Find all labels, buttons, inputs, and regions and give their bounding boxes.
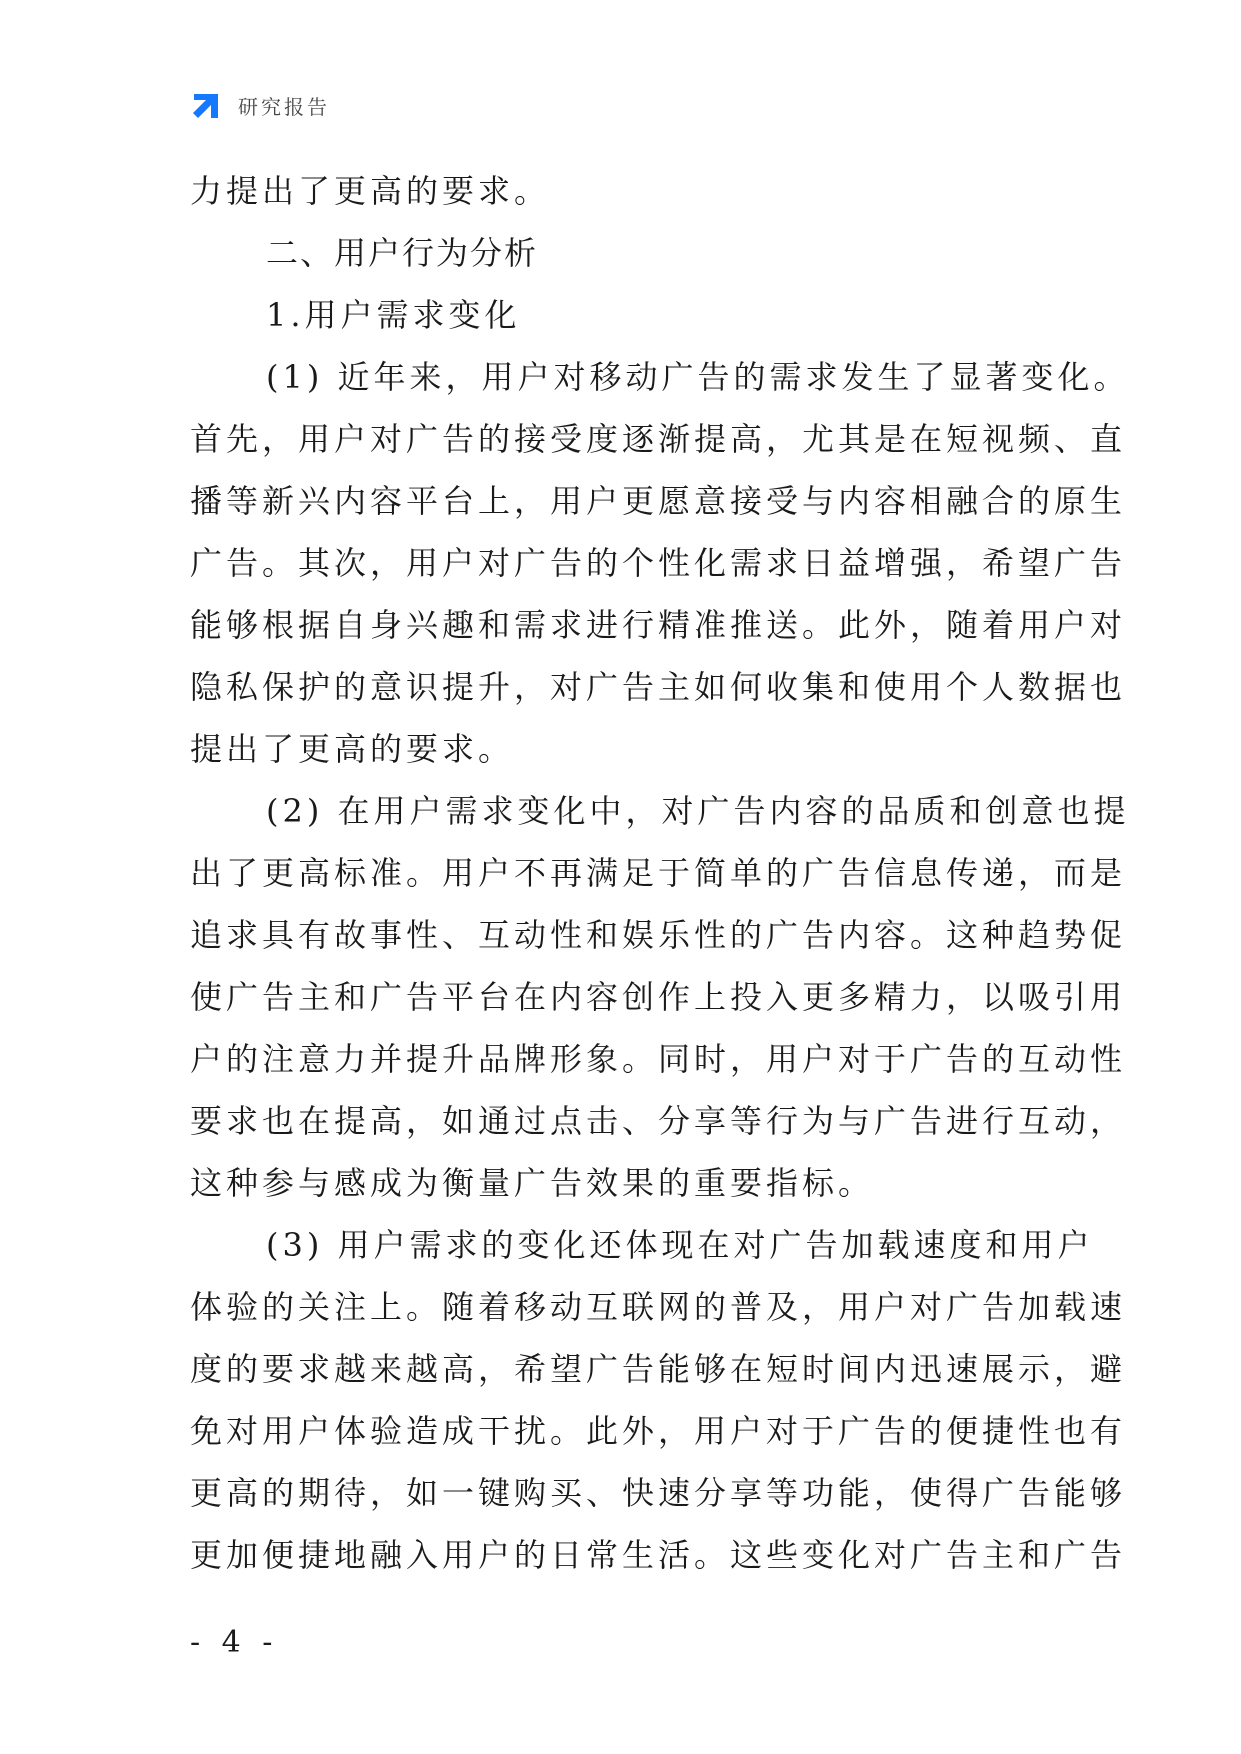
text-line: 力提出了更高的要求。 bbox=[190, 172, 551, 210]
text-line: 要求也在提高，如通过点击、分享等行为与广告进行互动， bbox=[190, 1102, 1127, 1140]
text-line: 出了更高标准。用户不再满足于简单的广告信息传递，而是 bbox=[190, 854, 1127, 892]
text-line: 户的注意力并提升品牌形象。同时，用户对于广告的互动性 bbox=[190, 1040, 1127, 1078]
text-line: 更高的期待，如一键购买、快速分享等功能，使得广告能够 bbox=[190, 1474, 1127, 1512]
text-line: 使广告主和广告平台在内容创作上投入更多精力，以吸引用 bbox=[190, 978, 1127, 1016]
subsection-heading: 1.用户需求变化 bbox=[266, 296, 521, 334]
arrow-up-right-icon bbox=[190, 88, 224, 122]
text-line: 播等新兴内容平台上，用户更愿意接受与内容相融合的原生 bbox=[190, 482, 1127, 520]
text-line: 提出了更高的要求。 bbox=[190, 730, 515, 768]
section-heading: 二、用户行为分析 bbox=[266, 234, 539, 272]
text-line: 体验的关注上。随着移动互联网的普及，用户对广告加载速 bbox=[190, 1288, 1127, 1326]
text-line: 度的要求越来越高，希望广告能够在短时间内迅速展示，避 bbox=[190, 1350, 1127, 1388]
document-body bbox=[190, 160, 1130, 1586]
text-line: 能够根据自身兴趣和需求进行精准推送。此外，随着用户对 bbox=[190, 606, 1127, 644]
page-header bbox=[190, 88, 330, 122]
text-line: 追求具有故事性、互动性和娱乐性的广告内容。这种趋势促 bbox=[190, 916, 1127, 954]
paragraph-first-line: (1) 近年来，用户对移动广告的需求发生了显著变化。 bbox=[266, 358, 1130, 396]
text-line: 这种参与感成为衡量广告效果的重要指标。 bbox=[190, 1164, 875, 1202]
page-number: - 4 - bbox=[190, 1625, 279, 1660]
text-line: 隐私保护的意识提升，对广告主如何收集和使用个人数据也 bbox=[190, 668, 1127, 706]
text-line: 免对用户体验造成干扰。此外，用户对于广告的便捷性也有 bbox=[190, 1412, 1127, 1450]
text-line: 首先，用户对广告的接受度逐渐提高，尤其是在短视频、直 bbox=[190, 420, 1127, 458]
paragraph-first-line: (3) 用户需求的变化还体现在对广告加载速度和用户 bbox=[266, 1226, 1094, 1264]
text-line: 更加便捷地融入用户的日常生活。这些变化对广告主和广告 bbox=[190, 1536, 1127, 1574]
text-line: 广告。其次，用户对广告的个性化需求日益增强，希望广告 bbox=[190, 544, 1127, 582]
paragraph-first-line: (2) 在用户需求变化中，对广告内容的品质和创意也提 bbox=[266, 792, 1130, 830]
header-title: 研究报告 bbox=[238, 94, 330, 119]
